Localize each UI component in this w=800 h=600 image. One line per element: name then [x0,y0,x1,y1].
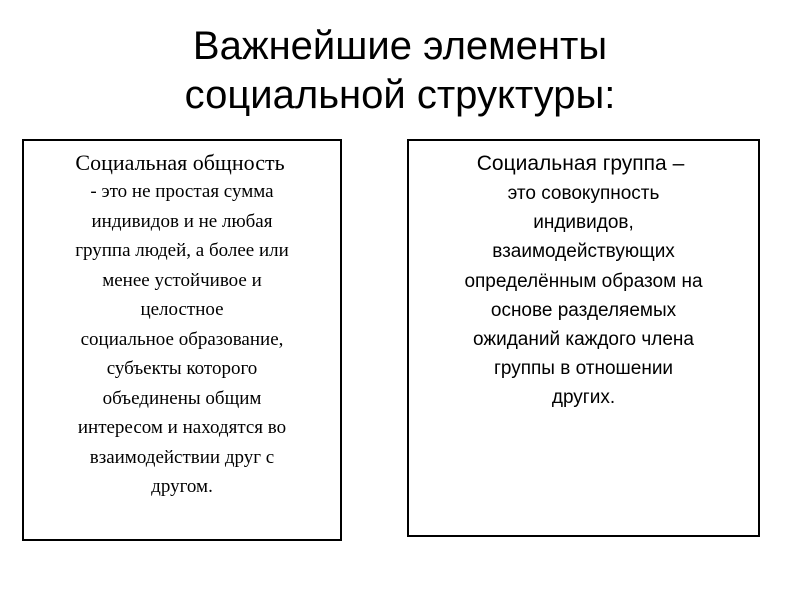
definition-line: менее устойчивое и [102,269,262,291]
definition-line: субъекты которого [106,358,258,379]
definition-line: других. [551,387,616,409]
slide-title [0,22,800,120]
social-group-heading: Социальная группа – [476,152,685,175]
social-community-box [22,139,342,541]
definition-line: взаимодействующих [492,241,675,263]
title-line-1: Важнейшие элементы [192,24,608,68]
definition-line: индивидов и не любая [91,210,273,232]
social-group-box [407,139,760,537]
definition-line: определённым образом на [464,270,703,292]
definition-line: объединены общим [102,387,262,409]
definition-line: другом. [151,476,213,497]
definition-line: социальное образование, [80,328,284,350]
definition-line: основе разделяемых [490,299,677,321]
definition-line: взаимодействии друг с [89,446,275,468]
definition-line: интересом и находятся во [77,417,287,438]
definition-line: - это не простая сумма [90,181,274,202]
definition-line: целостное [140,299,224,320]
definition-line: группы в отношении [493,358,674,380]
definition-line: ожиданий каждого члена [473,329,694,351]
title-line-2: социальной структуры: [184,73,616,117]
definition-line: индивидов, [533,212,634,234]
definition-line: это совокупность [507,183,660,204]
social-community-heading: Социальная общность [75,150,285,175]
definition-line: группа людей, а более или [75,240,289,261]
